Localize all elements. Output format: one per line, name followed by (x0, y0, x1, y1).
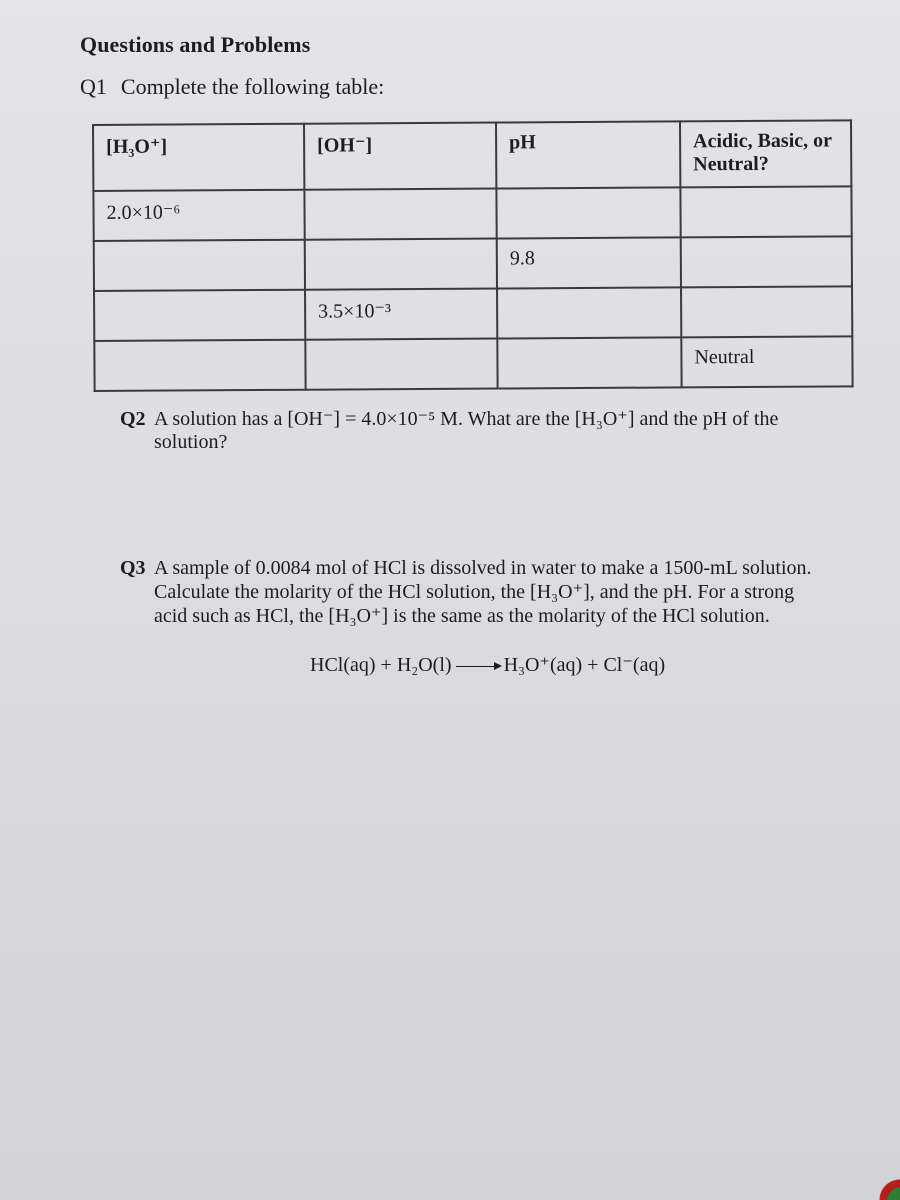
cell-ph: 9.8 (497, 237, 681, 288)
question-2-number: Q2 (120, 408, 146, 430)
cell-oh (305, 339, 497, 390)
ph-table (92, 119, 854, 392)
header-oh: [OH⁻] (304, 123, 496, 190)
question-1-number: Q1 (80, 74, 107, 99)
question-3-number: Q3 (120, 557, 146, 579)
reaction-equation (310, 652, 665, 677)
table-header-row (93, 120, 851, 191)
corner-decoration (870, 1170, 900, 1200)
question-3-line-2: Calculate the molarity of the HCl solution, the [H₃O⁺], and the pH. For a strong (154, 581, 795, 603)
cell-h3o (94, 340, 305, 391)
cell-type (680, 186, 851, 237)
table-row (94, 336, 852, 391)
question-3-line-3: acid such as HCl, the [H₃O⁺] is the same as the molarity of the HCl solution. (154, 605, 770, 627)
section-heading: Questions and Problems (80, 32, 311, 57)
equation-products: H₃O⁺(aq) + Cl⁻(aq) (503, 654, 666, 676)
cell-type: Neutral (681, 336, 852, 387)
cell-h3o: 2.0×10⁻⁶ (93, 190, 304, 241)
cell-h3o (94, 240, 305, 291)
equation-reactants: HCl(aq) + H₂O(l) (310, 654, 452, 676)
cell-ph (497, 287, 681, 338)
cell-oh (304, 189, 496, 240)
question-1-text: Complete the following table: (120, 74, 385, 99)
cell-oh (305, 239, 497, 290)
reaction-arrow-icon (456, 666, 500, 667)
question-2-line-1: A solution has a [OH⁻] = 4.0×10⁻⁵ M. What are the [H₃O⁺] and the pH of the (154, 408, 779, 430)
header-ph: pH (496, 121, 680, 188)
question-2 (120, 408, 860, 454)
cell-oh: 3.5×10⁻³ (305, 289, 497, 340)
table-row (94, 236, 852, 291)
question-1 (80, 74, 384, 100)
cell-ph (496, 187, 680, 238)
cell-type (681, 236, 852, 287)
question-2-line-2: solution? (154, 431, 228, 453)
cell-type (681, 286, 852, 337)
table-row (93, 186, 851, 241)
header-type: Acidic, Basic, or Neutral? (680, 120, 851, 187)
header-h3o: [H₃O⁺] (93, 124, 304, 191)
question-3-line-1: A sample of 0.0084 mol of HCl is dissolved in water to make a 1500-mL solution. (154, 557, 812, 579)
table-row (94, 286, 852, 341)
cell-h3o (94, 290, 305, 341)
cell-ph (497, 337, 681, 388)
question-3 (120, 556, 860, 628)
